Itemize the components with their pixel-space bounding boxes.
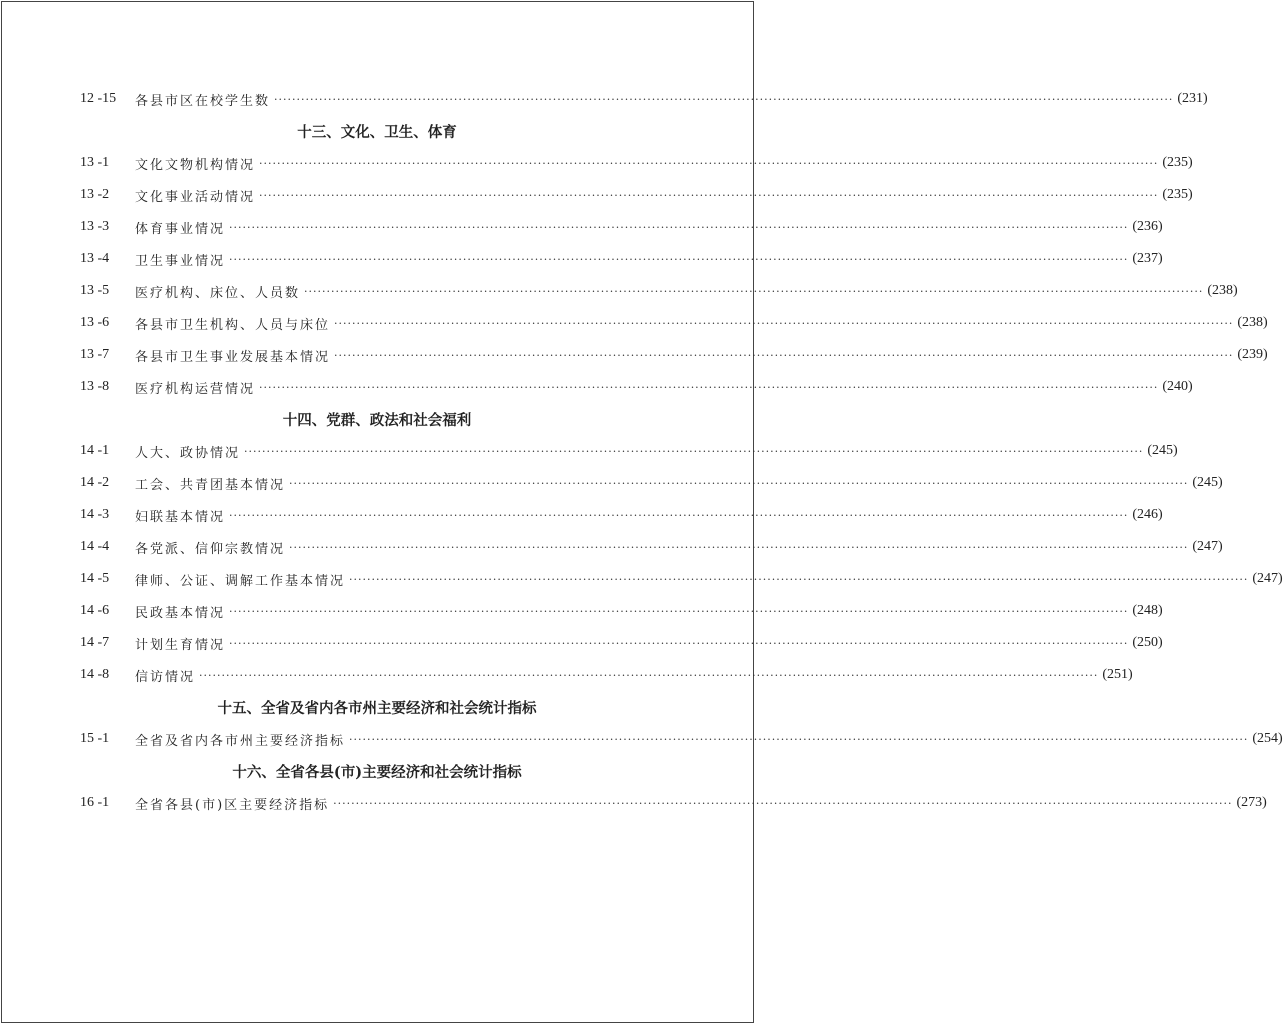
entry-title: 文化文物机构情况 [135, 157, 256, 173]
dot-leader: ········································································································································································································ [229, 220, 1129, 234]
entry-number: 13 -4 [80, 251, 110, 266]
entry-number: 14 -5 [80, 571, 110, 586]
entry-number: 12 -15 [80, 91, 117, 106]
toc-entry[interactable] [80, 275, 1238, 307]
toc-entry[interactable] [80, 499, 1163, 531]
dot-leader: ········································································································································································································ [304, 284, 1204, 298]
entry-number: 15 -1 [80, 731, 110, 746]
entry-title: 医疗机构运营情况 [135, 381, 256, 397]
entry-page: (235) [1162, 155, 1193, 170]
entry-title: 妇联基本情况 [135, 509, 226, 525]
entry-page: (247) [1252, 571, 1283, 586]
section-heading: 十三、文化、卫生、体育 [297, 123, 457, 141]
entry-page: (235) [1162, 187, 1193, 202]
entry-number: 14 -6 [80, 603, 110, 618]
entry-page: (248) [1132, 603, 1163, 618]
entry-title: 卫生事业情况 [135, 253, 226, 269]
entry-number: 13 -5 [80, 283, 110, 298]
entry-title: 体育事业情况 [135, 221, 226, 237]
toc-entry[interactable] [80, 787, 1267, 819]
entry-page: (250) [1132, 635, 1163, 650]
entry-title: 工会、共青团基本情况 [135, 477, 286, 493]
entry-page: (245) [1192, 475, 1223, 490]
entry-number: 16 -1 [80, 795, 110, 810]
dot-leader: ········································································································································································································ [333, 796, 1233, 810]
dot-leader: ········································································································································································································ [229, 636, 1129, 650]
toc-entry[interactable] [80, 307, 1268, 339]
table-of-contents [80, 83, 1283, 819]
dot-leader: ········································································································································································································ [229, 252, 1129, 266]
entry-page: (247) [1192, 539, 1223, 554]
entry-page: (240) [1162, 379, 1193, 394]
toc-entry[interactable] [80, 211, 1163, 243]
dot-leader: ········································································································································································································ [259, 380, 1159, 394]
dot-leader: ········································································································································································································ [349, 572, 1249, 586]
entry-title: 各县市卫生机构、人员与床位 [135, 317, 331, 333]
dot-leader: ········································································································································································································ [229, 604, 1129, 618]
toc-entry[interactable] [80, 339, 1268, 371]
entry-title: 各县市卫生事业发展基本情况 [135, 349, 331, 365]
toc-entry[interactable] [80, 83, 1208, 115]
dot-leader: ········································································································································································································ [259, 156, 1159, 170]
toc-entry[interactable] [80, 435, 1178, 467]
dot-leader: ········································································································································································································ [289, 540, 1189, 554]
toc-entry[interactable] [80, 371, 1193, 403]
entry-title: 医疗机构、床位、人员数 [135, 285, 301, 301]
entry-number: 14 -4 [80, 539, 110, 554]
entry-title: 全省及省内各市州主要经济指标 [135, 733, 346, 749]
entry-number: 13 -2 [80, 187, 110, 202]
entry-title: 各党派、信仰宗教情况 [135, 541, 286, 557]
entry-number: 14 -7 [80, 635, 110, 650]
toc-entry[interactable] [80, 627, 1163, 659]
entry-page: (238) [1237, 315, 1268, 330]
dot-leader: ········································································································································································································ [259, 188, 1159, 202]
entry-number: 13 -3 [80, 219, 110, 234]
entry-number: 14 -3 [80, 507, 110, 522]
section-heading: 十六、全省各县(市)主要经济和社会统计指标 [232, 763, 522, 781]
entry-title: 人大、政协情况 [135, 445, 241, 461]
entry-number: 13 -7 [80, 347, 110, 362]
entry-number: 13 -1 [80, 155, 110, 170]
toc-entry[interactable] [80, 147, 1193, 179]
entry-number: 13 -6 [80, 315, 110, 330]
entry-page: (231) [1177, 91, 1208, 106]
toc-entry[interactable] [80, 467, 1223, 499]
dot-leader: ········································································································································································································ [274, 92, 1174, 106]
entry-title: 全省各县(市)区主要经济指标 [135, 797, 330, 813]
entry-page: (251) [1102, 667, 1133, 682]
entry-title: 民政基本情况 [135, 605, 226, 621]
toc-entry[interactable] [80, 531, 1223, 563]
entry-number: 14 -8 [80, 667, 110, 682]
entry-title: 各县市区在校学生数 [135, 93, 271, 109]
dot-leader: ········································································································································································································ [289, 476, 1189, 490]
dot-leader: ········································································································································································································ [244, 444, 1144, 458]
entry-page: (238) [1207, 283, 1238, 298]
entry-number: 14 -2 [80, 475, 110, 490]
toc-entry[interactable] [80, 659, 1133, 691]
section-heading: 十四、党群、政法和社会福利 [282, 411, 472, 429]
entry-title: 律师、公证、调解工作基本情况 [135, 573, 346, 589]
entry-title: 计划生育情况 [135, 637, 226, 653]
toc-entry[interactable] [80, 723, 1283, 755]
toc-entry[interactable] [80, 595, 1163, 627]
entry-title: 信访情况 [135, 669, 196, 685]
entry-page: (245) [1147, 443, 1178, 458]
entry-page: (246) [1132, 507, 1163, 522]
toc-entry[interactable] [80, 563, 1283, 595]
entry-page: (239) [1237, 347, 1268, 362]
dot-leader: ········································································································································································································ [199, 668, 1099, 682]
section-heading: 十五、全省及省内各市州主要经济和社会统计指标 [217, 699, 537, 717]
entry-page: (273) [1236, 795, 1267, 810]
entry-page: (254) [1252, 731, 1283, 746]
dot-leader: ········································································································································································································ [349, 732, 1249, 746]
dot-leader: ········································································································································································································ [229, 508, 1129, 522]
entry-number: 14 -1 [80, 443, 110, 458]
entry-title: 文化事业活动情况 [135, 189, 256, 205]
toc-entry[interactable] [80, 179, 1193, 211]
toc-entry[interactable] [80, 243, 1163, 275]
dot-leader: ········································································································································································································ [334, 348, 1234, 362]
entry-page: (236) [1132, 219, 1163, 234]
entry-page: (237) [1132, 251, 1163, 266]
dot-leader: ········································································································································································································ [334, 316, 1234, 330]
entry-number: 13 -8 [80, 379, 110, 394]
